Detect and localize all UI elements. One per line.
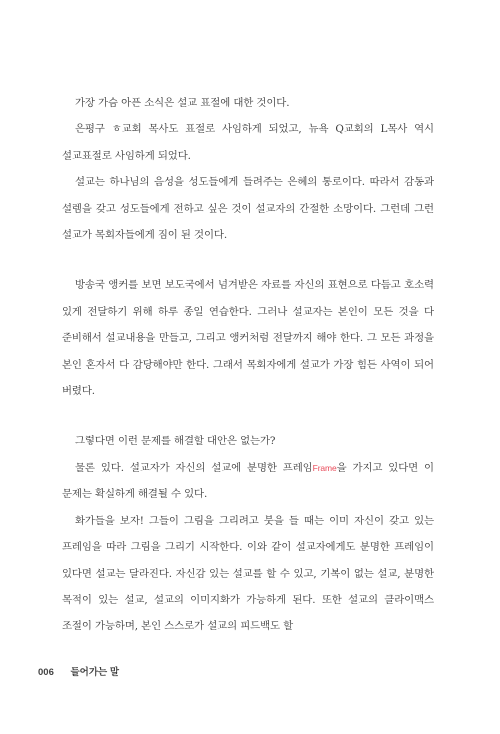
paragraph-6 [62, 455, 434, 508]
paragraph-5: 그렇다면 이런 문제를 해결할 대안은 없는가? [75, 435, 276, 448]
paragraph-6-text-a: 물론 있다. 설교자가 자신의 설교에 분명한 프레임 [75, 461, 313, 474]
running-title: 들어가는 말 [70, 667, 120, 678]
page-footer [38, 664, 119, 678]
paragraph-2: 은평구 ㅎ교회 목사도 표절로 사임하게 되었고, 뉴욕 Q교회의 L목사 역시 설교표절로 사임하게 되었다. [62, 123, 434, 162]
paragraph-7: 화가들을 보자! 그들이 그림을 그리려고 붓을 들 때는 이미 자신이 갖고 있는 프레임을 따라 그림을 그리기 시작한다. 이와 같이 설교자에게도 분명한 프레임이 있다면 설교는 달라진다. 자신감 있는 설교를 할 수 있고, 기복이 없는 설교, 분명한 목적이 있는 설교, 설교의 이미지화가 가능하게 된다. 또한 설교의 클라이맥스 조절이 가능하며, 본인 스스로가 설교의 피드백도 할 [62, 514, 434, 633]
page-number: 006 [38, 667, 54, 678]
paragraph-6-text-b: 을 가지고 있다면 이 문제는 확실하게 해결될 수 있다. [62, 461, 434, 501]
body-text [62, 90, 434, 640]
frame-term: Frame [312, 462, 337, 473]
paragraph-1: 가장 가슴 아픈 소식은 설교 표절에 대한 것이다. [75, 97, 290, 109]
paragraph-4: 방송국 앵커를 보면 보도국에서 넘겨받은 자료를 자신의 표현으로 다듬고 호소력 있게 전달하기 위해 하루 종일 연습한다. 그러나 설교자는 본인이 모든 것을 다 준비해서 설교내용을 만들고, 그리고 앵커처럼 전달까지 해야 한다. 그 모든 과정을 본인 혼자서 다 감당해야만 한다. 그래서 목회자에게 설교가 가장 힘든 사역이 되어 버렸다. [62, 279, 434, 398]
paragraph-3: 설교는 하나님의 음성을 성도들에게 들려주는 은혜의 통로이다. 따라서 감동과 설렘을 갖고 성도들에게 전하고 싶은 것이 설교자의 간절한 소망이다. 그런데 그런 설교가 목회자들에게 짐이 된 것이다. [62, 176, 434, 242]
